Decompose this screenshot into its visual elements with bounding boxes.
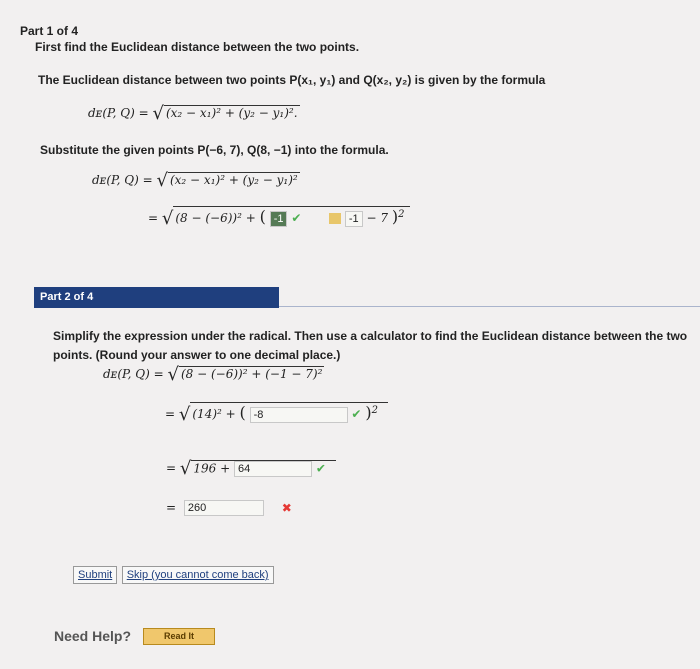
part2-header: Part 2 of 4 (34, 287, 279, 308)
radical-icon: √ (179, 458, 192, 479)
part1-step: = √ (8 − (−6))² + ( -1 ✔ -1 − 7 )$^2$ (148, 206, 410, 229)
check-icon: ✔ (291, 211, 302, 225)
part2-step3: = 260 ✖ (166, 500, 292, 515)
pencil-icon[interactable] (329, 213, 341, 224)
skip-button[interactable]: Skip (you cannot come back) (122, 566, 274, 584)
step1-answer-box[interactable]: -8 (250, 407, 348, 423)
button-row (73, 565, 274, 584)
check-icon: ✔ (315, 461, 326, 475)
distance-formula (88, 103, 300, 124)
answer-box-1[interactable]: -1 (270, 211, 288, 227)
part2-formula-rhs: (8 − (−6))² + (−1 − 7)² (180, 367, 323, 381)
part1-instruction: First find the Euclidean distance between the two points. (35, 40, 360, 54)
radical-icon: √ (161, 208, 174, 229)
submit-button[interactable]: Submit (73, 566, 117, 584)
step2-answer-box[interactable]: 64 (234, 461, 312, 477)
formula-lhs: dᴇ(P, Q) = (88, 106, 149, 120)
formula-intro: The Euclidean distance between two points P(x₁, y₁) and Q(x₂, y₂) is given by the formula (38, 73, 546, 87)
cross-icon: ✖ (281, 500, 292, 515)
part2-formula (103, 364, 324, 385)
part1-header: Part 1 of 4 (20, 24, 79, 38)
distance-formula-2 (92, 170, 300, 191)
step-prefix: (8 − (−6))² + (175, 211, 256, 225)
step2-prefix: 196 + (193, 461, 231, 475)
answer-box-2[interactable]: -1 (345, 211, 363, 227)
part2-divider (279, 306, 700, 307)
radical-icon: √ (178, 404, 191, 425)
part2-instruction: Simplify the expression under the radical. Then use a calculator to find the Euclidean distance between the two points. (Round your answer to one decimal place.) (53, 329, 688, 362)
formula2-lhs: dᴇ(P, Q) = (92, 173, 153, 187)
radical-icon: √ (167, 364, 179, 385)
substitute-text: Substitute the given points P(−6, 7), Q(8, −1) into the formula. (40, 143, 389, 157)
read-it-button[interactable]: Read It (143, 628, 215, 645)
part2-step1: = √ (14)² + ( -8 ✔ )$^2$ (165, 402, 388, 425)
radical-icon: √ (156, 170, 168, 191)
radical-icon: √ (152, 103, 164, 124)
part2-step2: = √ 196 + 64 ✔ (166, 458, 336, 479)
step-suffix: − 7 (366, 211, 388, 225)
formula2-rhs: (x₂ − x₁)² + (y₂ − y₁)² (169, 173, 298, 187)
step3-answer-box[interactable]: 260 (184, 500, 264, 516)
exponent: 2 (371, 405, 378, 416)
part2-formula-lhs: dᴇ(P, Q) = (103, 367, 164, 381)
exponent: 2 (398, 209, 405, 220)
check-icon: ✔ (351, 407, 362, 421)
need-help-label: Need Help? (54, 628, 132, 644)
formula-rhs: (x₂ − x₁)² + (y₂ − y₁)². (165, 106, 298, 120)
step1-prefix: (14)² + (192, 407, 236, 421)
